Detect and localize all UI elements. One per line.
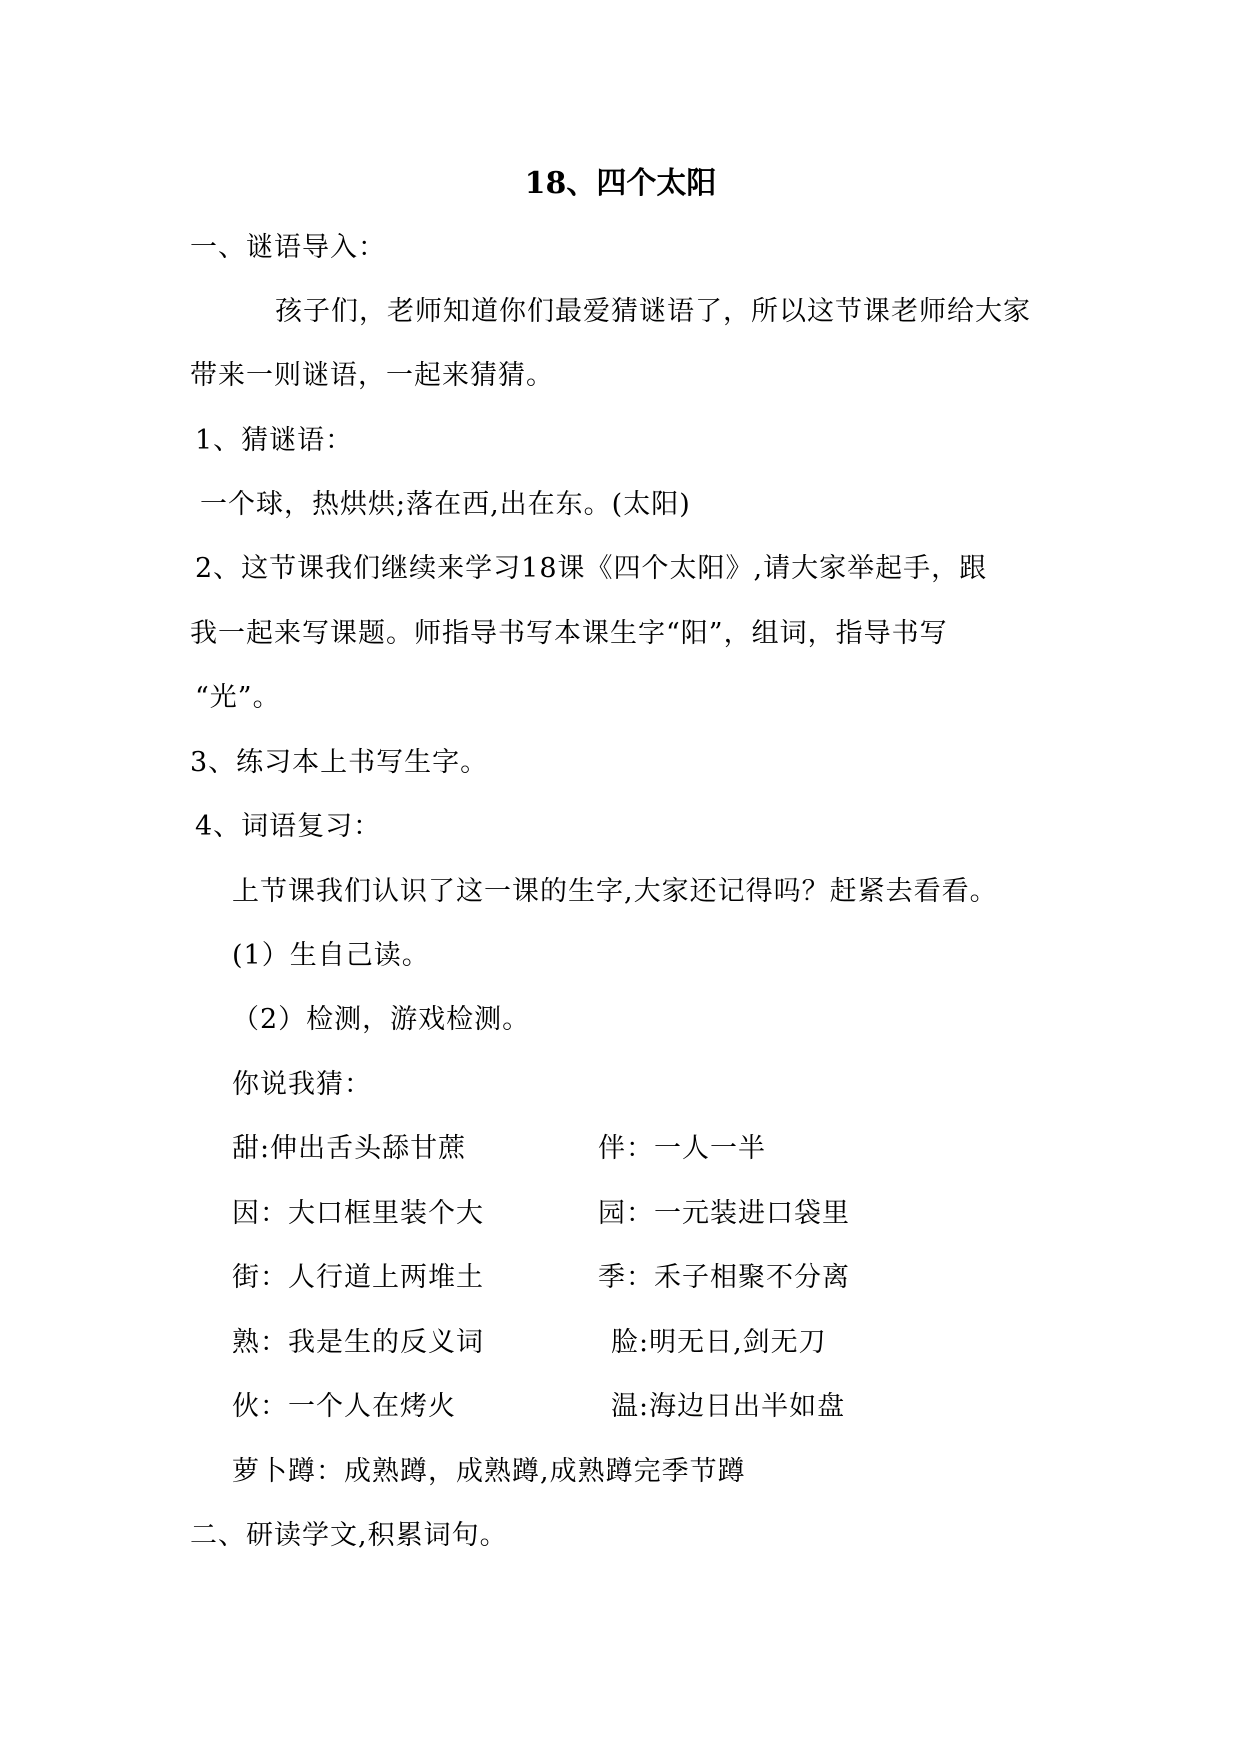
section-1-heading: 一、谜语导入： bbox=[190, 232, 386, 263]
review-item-2: （2）检测，游戏检测。 bbox=[232, 1004, 531, 1035]
riddle-pair-left: 伙：一个人在烤火 bbox=[232, 1391, 456, 1422]
riddle-pair-left: 因：大口框里装个大 bbox=[232, 1198, 484, 1229]
riddle-pair-right: 温:海边日出半如盘 bbox=[611, 1391, 846, 1422]
step-3: 3、练习本上书写生字。 bbox=[190, 747, 489, 778]
step-4-heading: 4、词语复习： bbox=[195, 811, 382, 842]
step-1-heading: 1、猜谜语： bbox=[195, 425, 354, 456]
step-2-line-1: 2、这节课我们继续来学习18课《四个太阳》,请大家举起手，跟 bbox=[195, 553, 988, 584]
step-2-line-2: 我一起来写课题。师指导书写本课生字“阳”，组词，指导书写 bbox=[190, 618, 948, 649]
riddle-pair-right: 园：一元装进口袋里 bbox=[598, 1198, 850, 1229]
radish-game-line: 萝卜蹲：成熟蹲，成熟蹲,成熟蹲完季节蹲 bbox=[232, 1456, 746, 1487]
riddle-pair-left: 街：人行道上两堆土 bbox=[232, 1262, 484, 1293]
review-item-1: (1）生自己读。 bbox=[232, 940, 430, 971]
riddle-pair-right: 伴：一人一半 bbox=[598, 1133, 766, 1164]
riddle-pair-left: 熟：我是生的反义词 bbox=[232, 1327, 484, 1358]
intro-paragraph-line-2: 带来一则谜语，一起来猜猜。 bbox=[190, 360, 554, 391]
lesson-title: 18、四个太阳 bbox=[524, 166, 717, 201]
game-title: 你说我猜： bbox=[232, 1069, 372, 1100]
riddle-pair-right: 季：禾子相聚不分离 bbox=[598, 1262, 850, 1293]
review-intro: 上节课我们认识了这一课的生字,大家还记得吗？赶紧去看看。 bbox=[232, 876, 998, 907]
riddle-pair-left: 甜:伸出舌头舔甘蔗 bbox=[232, 1133, 467, 1164]
intro-paragraph-line-1: 孩子们，老师知道你们最爱猜谜语了，所以这节课老师给大家 bbox=[275, 296, 1031, 327]
section-2-heading: 二、研读学文,积累词句。 bbox=[190, 1520, 508, 1551]
riddle-pair-right: 脸:明无日,剑无刀 bbox=[611, 1327, 827, 1358]
riddle-text: 一个球，热烘烘;落在西,出在东。(太阳) bbox=[200, 489, 691, 520]
step-2-line-3: “光”。 bbox=[195, 682, 281, 713]
